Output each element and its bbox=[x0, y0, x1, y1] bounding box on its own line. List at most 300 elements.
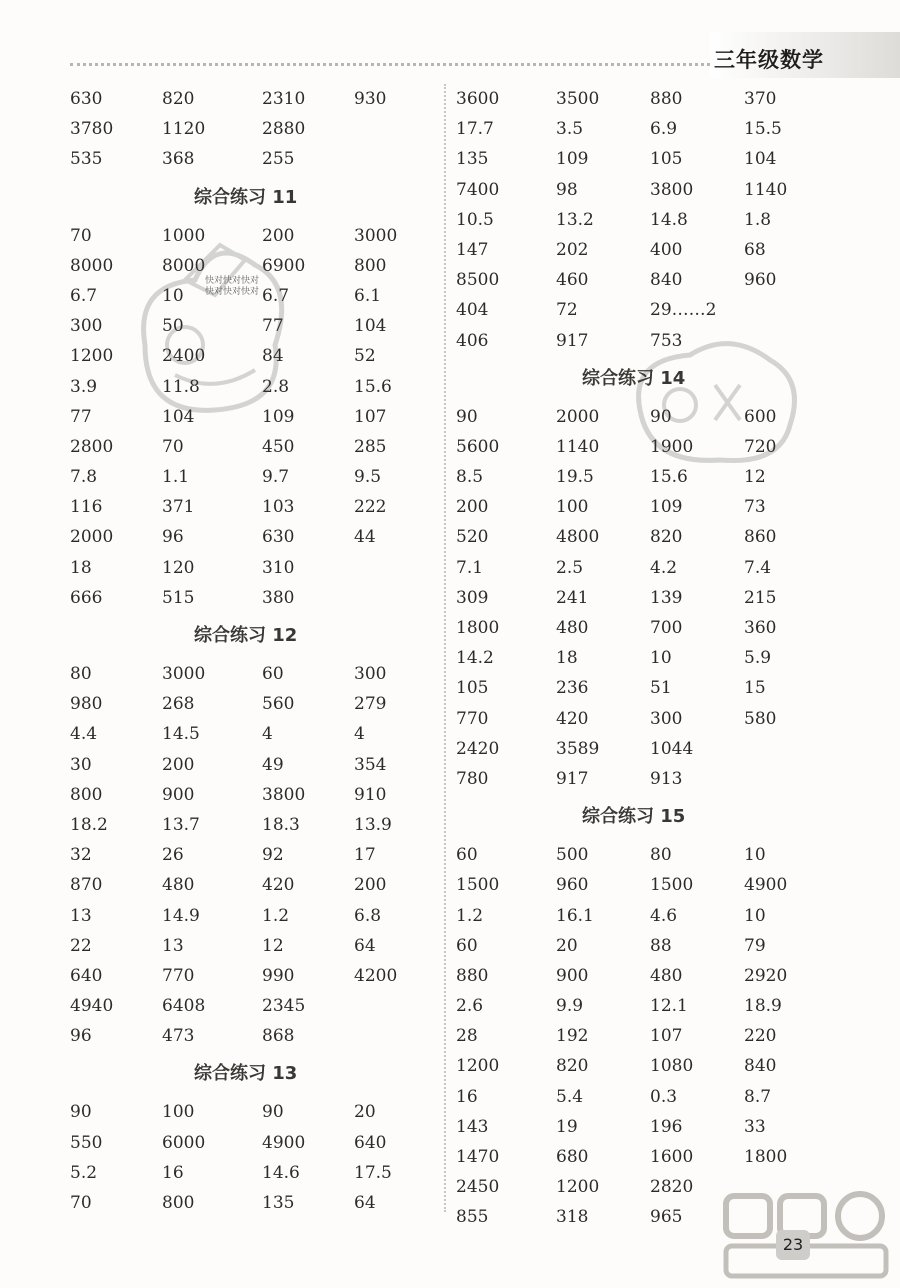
answer-row bbox=[456, 175, 856, 205]
answer-cell: 406 bbox=[456, 330, 489, 351]
answer-cell bbox=[354, 114, 440, 144]
answer-cell: 13 bbox=[162, 935, 184, 956]
answer-cell: 2880 bbox=[262, 119, 306, 140]
answer-cell: 460 bbox=[556, 270, 589, 291]
answer-row bbox=[70, 961, 440, 991]
answer-cell: 913 bbox=[650, 768, 683, 789]
answer-cell: 202 bbox=[556, 239, 589, 260]
answer-cell: 480 bbox=[162, 875, 195, 896]
answer-cell: 840 bbox=[744, 1056, 777, 1077]
answer-cell: 770 bbox=[456, 708, 489, 729]
answer-cell: 820 bbox=[650, 527, 683, 548]
answer-cell: 17.5 bbox=[354, 1162, 392, 1183]
answer-cell: 1500 bbox=[456, 875, 500, 896]
answer-cell: 2345 bbox=[262, 996, 306, 1017]
answer-cell: 5.2 bbox=[70, 1162, 98, 1183]
answer-cell: 13.7 bbox=[162, 814, 200, 835]
answer-cell bbox=[354, 553, 440, 583]
answer-cell: 3589 bbox=[556, 738, 600, 759]
answer-row bbox=[70, 144, 440, 174]
answer-cell: 820 bbox=[556, 1056, 589, 1077]
answer-row bbox=[70, 901, 440, 931]
answer-cell: 33 bbox=[744, 1116, 766, 1137]
answer-cell: 800 bbox=[162, 1193, 195, 1213]
watermark-badge: 快对快对快对 快对快对快对 bbox=[205, 276, 260, 297]
answer-cell: 26 bbox=[162, 845, 184, 866]
answer-cell: 720 bbox=[744, 436, 777, 457]
answer-row bbox=[70, 522, 440, 552]
answer-cell: 870 bbox=[70, 875, 103, 896]
answer-cell: 104 bbox=[162, 406, 195, 427]
answer-row bbox=[70, 991, 440, 1021]
answer-cell: 109 bbox=[650, 497, 683, 518]
answer-cell: 15.6 bbox=[354, 376, 392, 397]
answer-cell: 29……2 bbox=[650, 300, 717, 321]
answer-row bbox=[456, 144, 856, 174]
answer-cell: 1200 bbox=[70, 346, 114, 367]
answer-cell: 8000 bbox=[162, 255, 206, 276]
answer-cell: 300 bbox=[650, 708, 683, 729]
answer-cell: 820 bbox=[162, 89, 195, 109]
answer-cell: 640 bbox=[354, 1132, 387, 1153]
answer-cell: 13.9 bbox=[354, 814, 392, 835]
answer-row bbox=[456, 764, 856, 794]
answer-row bbox=[456, 1021, 856, 1051]
answer-cell: 104 bbox=[354, 316, 387, 337]
answer-cell: 279 bbox=[354, 694, 387, 715]
answer-cell: 1.1 bbox=[162, 467, 190, 488]
answer-cell: 2450 bbox=[456, 1177, 500, 1198]
section-title: 综合练习 15 bbox=[582, 806, 686, 828]
answer-cell: 1600 bbox=[650, 1147, 694, 1167]
answer-cell: 700 bbox=[650, 618, 683, 638]
answer-row bbox=[70, 719, 440, 749]
answer-cell: 51 bbox=[650, 678, 672, 699]
answer-cell: 309 bbox=[456, 587, 489, 608]
answer-row bbox=[70, 1188, 440, 1218]
answer-cell: 371 bbox=[162, 497, 195, 518]
answer-cell: 4.4 bbox=[70, 724, 98, 745]
answer-row bbox=[456, 734, 856, 764]
answer-cell: 1.2 bbox=[456, 905, 484, 926]
answer-cell: 8.7 bbox=[744, 1086, 772, 1107]
answer-cell: 64 bbox=[354, 935, 376, 956]
answer-row bbox=[456, 961, 856, 991]
answer-row bbox=[456, 1142, 856, 1172]
answer-cell: 268 bbox=[162, 694, 195, 715]
answer-cell: 16 bbox=[162, 1162, 184, 1183]
answer-row bbox=[456, 295, 856, 325]
answer-cell: 10 bbox=[650, 648, 672, 669]
answer-cell: 18.2 bbox=[70, 814, 108, 835]
answer-cell: 1044 bbox=[650, 738, 694, 759]
answer-cell: 255 bbox=[262, 149, 295, 170]
answer-cell: 310 bbox=[262, 557, 295, 578]
answer-cell: 666 bbox=[70, 587, 103, 608]
answer-cell: 630 bbox=[262, 527, 295, 548]
answer-cell: 868 bbox=[262, 1026, 295, 1047]
answer-cell: 7400 bbox=[456, 179, 500, 200]
answer-cell: 104 bbox=[744, 149, 777, 170]
page-number: 23 bbox=[776, 1230, 810, 1260]
answer-cell: 80 bbox=[70, 664, 92, 684]
answer-cell: 9.9 bbox=[556, 996, 584, 1017]
answer-row bbox=[70, 84, 440, 114]
answer-cell: 90 bbox=[262, 1102, 284, 1123]
answer-cell: 135 bbox=[456, 149, 489, 170]
answer-row bbox=[456, 1051, 856, 1081]
answer-cell: 5600 bbox=[456, 436, 500, 457]
answer-cell bbox=[354, 991, 440, 1021]
answer-cell: 2.5 bbox=[556, 557, 584, 578]
answer-cell: 1.2 bbox=[262, 905, 290, 926]
answer-cell: 96 bbox=[162, 527, 184, 548]
answer-cell: 3800 bbox=[262, 784, 306, 805]
answer-cell: 14.2 bbox=[456, 648, 494, 669]
answer-row bbox=[456, 1112, 856, 1142]
answer-cell: 5.4 bbox=[556, 1086, 584, 1107]
answer-cell: 70 bbox=[70, 1193, 92, 1213]
answer-cell: 88 bbox=[650, 935, 672, 956]
answer-cell: 52 bbox=[354, 346, 376, 367]
answer-cell: 6.8 bbox=[354, 905, 382, 926]
answer-cell: 98 bbox=[556, 179, 578, 200]
answer-cell: 360 bbox=[744, 618, 777, 638]
answer-cell: 1000 bbox=[162, 225, 206, 246]
answer-cell: 3.9 bbox=[70, 376, 98, 397]
answer-cell: 680 bbox=[556, 1147, 589, 1167]
answer-cell: 6000 bbox=[162, 1132, 206, 1153]
answer-cell: 17.7 bbox=[456, 119, 494, 140]
answer-cell: 100 bbox=[556, 497, 589, 518]
answer-cell: 560 bbox=[262, 694, 295, 715]
answer-row bbox=[456, 840, 856, 870]
answer-cell bbox=[354, 583, 440, 613]
answer-row bbox=[456, 643, 856, 673]
answer-cell: 80 bbox=[650, 845, 672, 866]
answer-cell: 200 bbox=[162, 754, 195, 775]
answer-cell: 18 bbox=[70, 557, 92, 578]
answer-cell: 5.9 bbox=[744, 648, 772, 669]
answer-cell: 10 bbox=[744, 845, 766, 866]
answer-cell: 910 bbox=[354, 784, 387, 805]
answer-cell: 318 bbox=[556, 1207, 589, 1228]
answer-cell: 79 bbox=[744, 935, 766, 956]
answer-cell bbox=[744, 764, 856, 794]
answer-cell: 1470 bbox=[456, 1147, 500, 1167]
answer-cell: 60 bbox=[456, 935, 478, 956]
answer-cell: 9.7 bbox=[262, 467, 290, 488]
answer-cell: 107 bbox=[354, 406, 387, 427]
answer-cell: 10 bbox=[162, 285, 184, 306]
answer-row bbox=[456, 235, 856, 265]
answer-row bbox=[70, 840, 440, 870]
answer-cell: 103 bbox=[262, 497, 295, 518]
answer-cell: 917 bbox=[556, 330, 589, 351]
answer-cell: 3780 bbox=[70, 119, 114, 140]
answer-cell: 200 bbox=[354, 875, 387, 896]
answer-cell: 4 bbox=[262, 724, 273, 745]
section-title: 综合练习 11 bbox=[194, 186, 298, 208]
answer-row bbox=[456, 1082, 856, 1112]
answer-row bbox=[456, 205, 856, 235]
answer-cell: 84 bbox=[262, 346, 284, 367]
answer-cell: 12 bbox=[262, 935, 284, 956]
answer-cell: 6408 bbox=[162, 996, 206, 1017]
answer-row bbox=[70, 931, 440, 961]
answer-cell: 3600 bbox=[456, 89, 500, 109]
answer-cell: 8000 bbox=[70, 255, 114, 276]
answer-cell: 16.1 bbox=[556, 905, 594, 926]
answer-cell: 1140 bbox=[744, 179, 788, 200]
answer-cell: 147 bbox=[456, 239, 489, 260]
answer-row bbox=[456, 931, 856, 961]
answer-cell: 105 bbox=[456, 678, 489, 699]
answer-cell: 20 bbox=[354, 1102, 376, 1123]
answer-cell: 1120 bbox=[162, 119, 206, 140]
answer-cell: 640 bbox=[70, 965, 103, 986]
answer-cell bbox=[354, 144, 440, 174]
answer-cell: 2420 bbox=[456, 738, 500, 759]
answer-cell: 64 bbox=[354, 1193, 376, 1213]
answer-cell: 72 bbox=[556, 300, 578, 321]
answer-cell: 222 bbox=[354, 497, 387, 518]
answer-cell: 8500 bbox=[456, 270, 500, 291]
answer-cell: 32 bbox=[70, 845, 92, 866]
answer-cell: 1200 bbox=[456, 1056, 500, 1077]
answer-row bbox=[456, 613, 856, 643]
answer-cell: 880 bbox=[650, 89, 683, 109]
answer-cell: 20 bbox=[556, 935, 578, 956]
answer-cell: 215 bbox=[744, 587, 777, 608]
answer-row bbox=[70, 492, 440, 522]
answer-cell: 15.6 bbox=[650, 467, 688, 488]
answer-cell: 480 bbox=[556, 618, 589, 638]
answer-cell: 30 bbox=[70, 754, 92, 775]
answer-cell: 2920 bbox=[744, 965, 788, 986]
answer-cell: 70 bbox=[162, 436, 184, 457]
answer-cell: 800 bbox=[354, 255, 387, 276]
answer-cell: 800 bbox=[70, 784, 103, 805]
answer-row bbox=[456, 492, 856, 522]
answer-row bbox=[456, 704, 856, 734]
answer-cell: 6.7 bbox=[70, 285, 98, 306]
answer-cell: 18.3 bbox=[262, 814, 300, 835]
answer-cell: 1140 bbox=[556, 436, 600, 457]
answer-cell: 2310 bbox=[262, 89, 306, 109]
answer-cell: 19.5 bbox=[556, 467, 594, 488]
answer-cell: 600 bbox=[744, 406, 777, 427]
answer-cell: 9.5 bbox=[354, 467, 382, 488]
answer-row bbox=[70, 432, 440, 462]
answer-cell: 370 bbox=[744, 89, 777, 109]
section-title: 综合练习 14 bbox=[582, 367, 686, 389]
answer-cell: 8.5 bbox=[456, 467, 484, 488]
answer-cell bbox=[354, 1021, 440, 1051]
answer-cell: 77 bbox=[70, 406, 92, 427]
answer-cell: 917 bbox=[556, 768, 589, 789]
answer-cell: 220 bbox=[744, 1026, 777, 1047]
answer-cell: 4900 bbox=[744, 875, 788, 896]
answer-cell: 550 bbox=[70, 1132, 103, 1153]
answer-row bbox=[70, 114, 440, 144]
answer-cell: 2820 bbox=[650, 1177, 694, 1198]
answer-cell: 3800 bbox=[650, 179, 694, 200]
answer-row bbox=[456, 583, 856, 613]
header-dotted-rule bbox=[70, 63, 710, 66]
answer-cell: 77 bbox=[262, 316, 284, 337]
answer-cell: 285 bbox=[354, 436, 387, 457]
answer-cell: 14.6 bbox=[262, 1162, 300, 1183]
answer-row bbox=[70, 780, 440, 810]
answer-cell: 860 bbox=[744, 527, 777, 548]
section-title: 综合练习 13 bbox=[194, 1063, 298, 1085]
answer-cell: 18 bbox=[556, 648, 578, 669]
answer-row bbox=[456, 84, 856, 114]
answer-cell: 200 bbox=[456, 497, 489, 518]
answer-cell: 480 bbox=[650, 965, 683, 986]
column-divider bbox=[444, 84, 446, 1212]
answer-cell: 473 bbox=[162, 1026, 195, 1047]
answer-cell: 13.2 bbox=[556, 209, 594, 230]
answer-row bbox=[456, 901, 856, 931]
answer-cell: 11.8 bbox=[162, 376, 200, 397]
answer-row bbox=[70, 750, 440, 780]
answer-cell: 4 bbox=[354, 724, 365, 745]
answer-row bbox=[456, 991, 856, 1021]
answer-row bbox=[70, 1097, 440, 1127]
answer-cell: 515 bbox=[162, 587, 195, 608]
answer-cell: 1080 bbox=[650, 1056, 694, 1077]
answer-cell: 300 bbox=[70, 316, 103, 337]
answer-cell: 990 bbox=[262, 965, 295, 986]
answer-row bbox=[456, 870, 856, 900]
answer-row bbox=[70, 462, 440, 492]
answer-cell: 980 bbox=[70, 694, 103, 715]
answer-cell: 960 bbox=[556, 875, 589, 896]
answer-cell: 2400 bbox=[162, 346, 206, 367]
answer-cell: 10 bbox=[744, 905, 766, 926]
answer-cell: 96 bbox=[70, 1026, 92, 1047]
answer-cell: 44 bbox=[354, 527, 376, 548]
answer-cell: 300 bbox=[354, 664, 387, 684]
answer-cell: 965 bbox=[650, 1207, 683, 1228]
answer-cell: 7.8 bbox=[70, 467, 98, 488]
answer-cell: 120 bbox=[162, 557, 195, 578]
answer-cell: 241 bbox=[556, 587, 589, 608]
answer-cell: 236 bbox=[556, 678, 589, 699]
answer-row bbox=[456, 522, 856, 552]
answer-cell: 92 bbox=[262, 845, 284, 866]
answer-row bbox=[70, 1021, 440, 1051]
answer-cell: 780 bbox=[456, 768, 489, 789]
answer-cell: 753 bbox=[650, 330, 683, 351]
answer-row bbox=[70, 583, 440, 613]
answer-cell: 4200 bbox=[354, 965, 398, 986]
answer-cell: 12 bbox=[744, 467, 766, 488]
answer-cell: 900 bbox=[556, 965, 589, 986]
answer-cell: 420 bbox=[556, 708, 589, 729]
answer-row bbox=[70, 810, 440, 840]
answer-cell: 116 bbox=[70, 497, 103, 518]
answer-cell: 4800 bbox=[556, 527, 600, 548]
answer-cell: 4900 bbox=[262, 1132, 306, 1153]
answer-cell: 7.4 bbox=[744, 557, 772, 578]
answer-row bbox=[70, 689, 440, 719]
answer-cell: 90 bbox=[650, 406, 672, 427]
answer-cell: 70 bbox=[70, 225, 92, 246]
answer-cell: 22 bbox=[70, 935, 92, 956]
answer-cell: 630 bbox=[70, 89, 103, 109]
answer-cell: 840 bbox=[650, 270, 683, 291]
answer-cell: 68 bbox=[744, 239, 766, 260]
answer-cell: 13 bbox=[70, 905, 92, 926]
answer-cell: 139 bbox=[650, 587, 683, 608]
answer-cell: 535 bbox=[70, 149, 103, 170]
page-header-title: 三年级数学 bbox=[714, 48, 824, 72]
answer-cell: 580 bbox=[744, 708, 777, 729]
answer-cell: 192 bbox=[556, 1026, 589, 1047]
answer-cell: 143 bbox=[456, 1116, 489, 1137]
answer-cell: 14.8 bbox=[650, 209, 688, 230]
answer-cell: 12.1 bbox=[650, 996, 688, 1017]
answer-cell: 900 bbox=[162, 784, 195, 805]
answer-row bbox=[456, 673, 856, 703]
answer-cell: 855 bbox=[456, 1207, 489, 1228]
answer-row bbox=[456, 114, 856, 144]
answer-cell: 354 bbox=[354, 754, 387, 775]
answer-cell: 90 bbox=[70, 1102, 92, 1123]
answer-cell: 368 bbox=[162, 149, 195, 170]
answer-cell: 4.6 bbox=[650, 905, 678, 926]
answer-cell: 380 bbox=[262, 587, 295, 608]
answer-cell: 7.1 bbox=[456, 557, 484, 578]
answer-cell: 90 bbox=[456, 406, 478, 427]
answer-cell: 2800 bbox=[70, 436, 114, 457]
section-title: 综合练习 12 bbox=[194, 625, 298, 646]
answer-cell: 6.1 bbox=[354, 285, 382, 306]
answer-row bbox=[70, 870, 440, 900]
answer-cell: 18.9 bbox=[744, 996, 782, 1017]
answer-cell: 400 bbox=[650, 239, 683, 260]
answer-cell: 3000 bbox=[354, 225, 398, 246]
answer-cell: 15 bbox=[744, 678, 766, 699]
answer-cell: 0.3 bbox=[650, 1086, 678, 1107]
answer-cell: 109 bbox=[556, 149, 589, 170]
answer-cell: 135 bbox=[262, 1193, 295, 1213]
answer-cell: 28 bbox=[456, 1026, 478, 1047]
answer-cell: 880 bbox=[456, 965, 489, 986]
answer-cell: 6.7 bbox=[262, 285, 290, 306]
answer-row bbox=[456, 553, 856, 583]
answer-cell: 50 bbox=[162, 316, 184, 337]
answer-column-right bbox=[456, 84, 856, 1233]
answer-cell: 1900 bbox=[650, 436, 694, 457]
answer-cell: 1.8 bbox=[744, 209, 772, 230]
answer-cell: 450 bbox=[262, 436, 295, 457]
answer-cell bbox=[744, 734, 856, 764]
answer-cell: 930 bbox=[354, 89, 387, 109]
answer-cell: 16 bbox=[456, 1086, 478, 1107]
answer-cell: 100 bbox=[162, 1102, 195, 1123]
answer-row bbox=[70, 1128, 440, 1158]
answer-cell: 200 bbox=[262, 225, 295, 246]
answer-cell: 4940 bbox=[70, 996, 114, 1017]
answer-cell: 14.5 bbox=[162, 724, 200, 745]
answer-cell: 3500 bbox=[556, 89, 600, 109]
answer-cell: 73 bbox=[744, 497, 766, 518]
answer-cell: 1800 bbox=[456, 618, 500, 638]
